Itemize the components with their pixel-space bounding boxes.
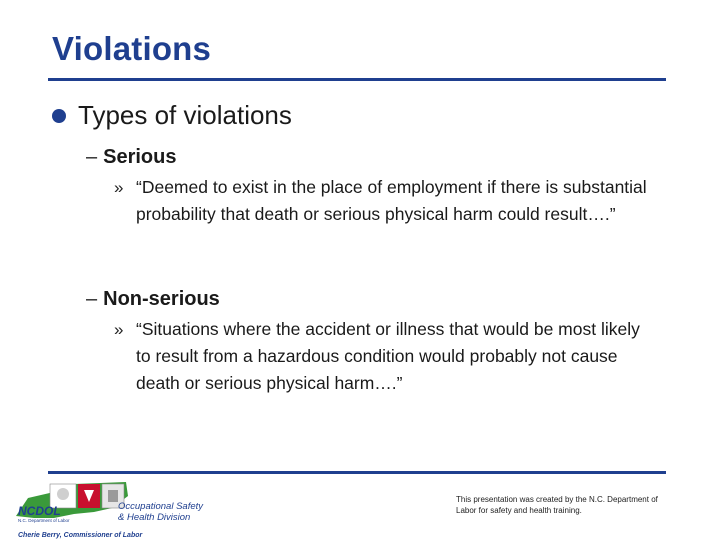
quote-marker: » [114,320,124,339]
logo-department: N.C. Department of Labor [18,518,70,523]
sub-item-serious [86,146,176,169]
sub-item-heading: Serious [103,146,177,168]
bullet-text: Types of violations [78,100,292,130]
dash-marker: – [86,288,98,310]
quote-text: “Situations where the accident or illness that would be most likely to result from a hazardous condition would probably not cause death or serious physical harm….” [136,319,640,393]
bullet-dot-icon [52,109,66,123]
quote-serious [114,174,656,228]
logo-photo-figure [108,490,118,502]
title-divider [48,78,666,81]
sub-item-heading: Non-serious [103,288,220,310]
slide-title: Violations [52,30,212,67]
quote-text: “Deemed to exist in the place of employment if there is substantial probability that death or serious physical harm could result….” [136,177,647,224]
logo-photo-figure [57,488,69,500]
bullet-item [52,100,292,131]
ncdol-logo [14,478,224,540]
dash-marker: – [86,146,98,168]
logo-acronym: NCDOL [18,504,61,518]
quote-non-serious [114,316,656,397]
logo-division-line1: Occupational Safety [118,501,204,512]
logo-division-line2: & Health Division [118,512,191,523]
footer-credit: This presentation was created by the N.C. Department of Labor for safety and health training. [456,495,658,515]
quote-marker: » [114,178,124,197]
logo-commissioner: Cherie Berry, Commissioner of Labor [18,532,143,539]
footer-divider [48,471,666,474]
sub-item-non-serious [86,288,220,311]
